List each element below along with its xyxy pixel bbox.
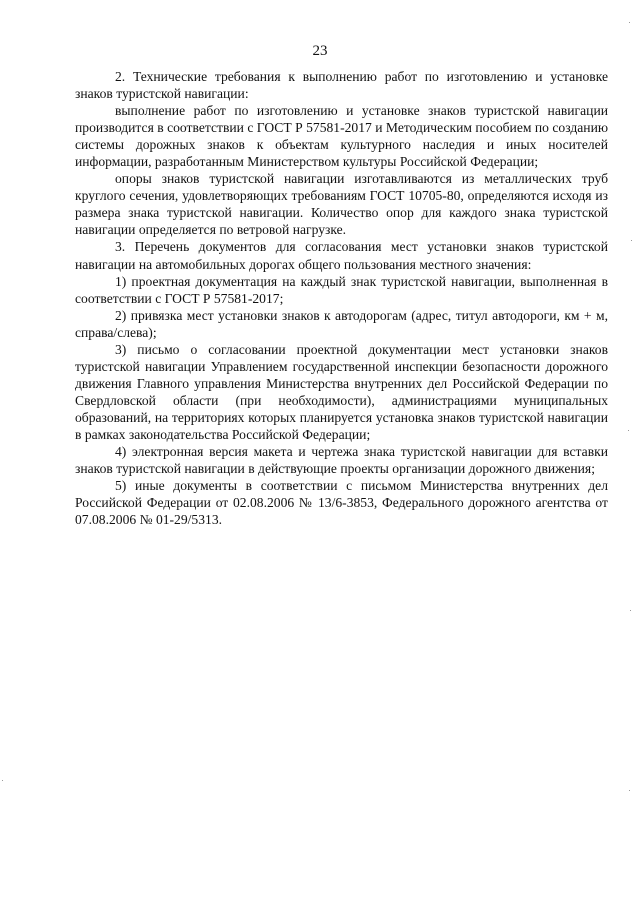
paragraph-work-execution: выполнение работ по изготовлению и установке знаков туристской навигации производится в соответствии с ГОСТ Р 57581-2017 и Методическим пособием по созданию системы дорожных знаков к объектам культурного наследия и иных носителей информации, разработанным Министерством культуры Российской Федерации; (75, 103, 608, 170)
scan-speck (631, 240, 632, 241)
list-item-5: 5) иные документы в соответствии с письмом Министерства внутренних дел Российской Федерации от 02.08.2006 № 13/6-3853, Федерального дорожного агентства от 07.08.2006 № 01-29/5313. (75, 478, 608, 528)
scan-speck (628, 430, 629, 431)
scan-speck (630, 610, 631, 611)
list-item-4: 4) электронная версия макета и чертежа знака туристской навигации для вставки знаков туристской навигации в действующие проекты организации дорожного движения; (75, 444, 608, 477)
list-item-2: 2) привязка мест установки знаков к автодорогам (адрес, титул автодороги, км + м, справа/слева); (75, 307, 608, 340)
document-body (75, 68, 608, 528)
page-number: 23 (312, 43, 328, 59)
list-item-3: 3) письмо о согласовании проектной документации мест установки знаков туристской навигации Управлением государственной инспекции безопасности дорожного движения Главного управления Министерства внутренних дел Российской Федерации по Свердловской области (при необходимости), администрациями муниципальных образований, на территориях которых планируется установка знаков туристской навигации в рамках законодательства Российской Федерации; (75, 341, 608, 442)
scan-speck (629, 790, 630, 791)
paragraph-supports: опоры знаков туристской навигации изготавливаются из металлических труб круглого сечения, удовлетворяющих требованиям ГОСТ 10705-80, определяются исходя из размера знака туристской навигации. Количество опор для каждого знака туристской навигации определяется по ветровой нагрузке. (75, 171, 608, 238)
section-2-heading: 2. Технические требования к выполнению работ по изготовлению и установке знаков туристской навигации: (75, 69, 608, 102)
list-item-1: 1) проектная документация на каждый знак туристской навигации, выполненная в соответствии с ГОСТ Р 57581-2017; (75, 273, 608, 306)
scan-speck (2, 780, 3, 781)
scan-speck (629, 22, 630, 23)
section-3-heading: 3. Перечень документов для согласования мест установки знаков туристской навигации на автомобильных дорогах общего пользования местного значения: (75, 239, 608, 272)
